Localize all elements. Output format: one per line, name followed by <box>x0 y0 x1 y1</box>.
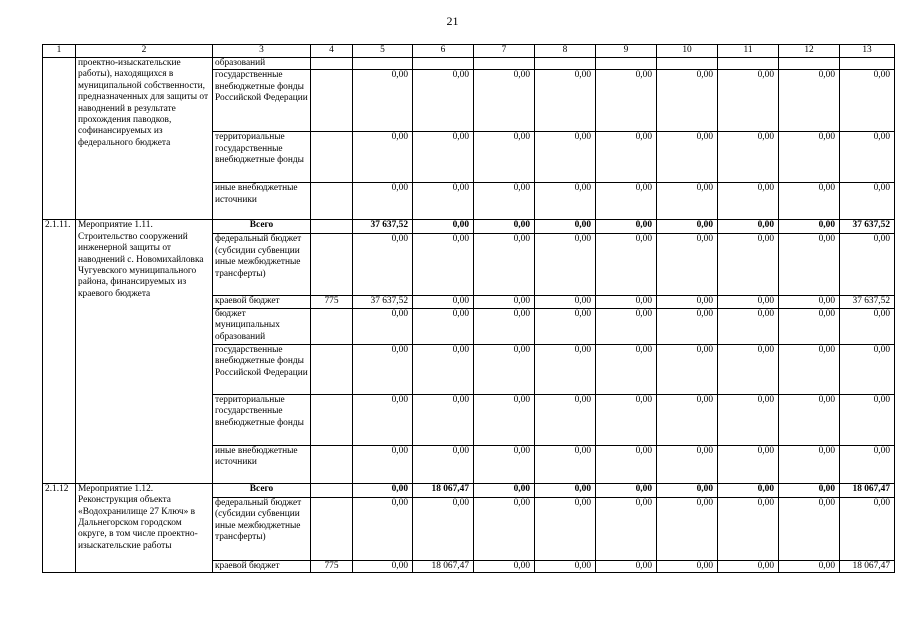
amount-cell: 37 637,52 <box>840 296 895 308</box>
amount-cell: 0,00 <box>535 497 596 560</box>
amount-cell: 0,00 <box>779 560 840 572</box>
table-row <box>43 58 895 70</box>
amount-cell: 0,00 <box>535 132 596 183</box>
amount-cell: 0,00 <box>718 220 779 234</box>
amount-cell: 0,00 <box>413 70 474 132</box>
amount-cell: 0,00 <box>535 344 596 394</box>
amount-cell: 0,00 <box>657 308 718 344</box>
amount-cell: 0,00 <box>718 497 779 560</box>
amount-cell: 0,00 <box>718 132 779 183</box>
budget-code <box>311 483 353 497</box>
amount-cell: 0,00 <box>657 220 718 234</box>
amount-cell: 0,00 <box>840 183 895 220</box>
amount-cell: 0,00 <box>657 497 718 560</box>
amount-cell: 37 637,52 <box>353 220 413 234</box>
amount-cell: 0,00 <box>840 234 895 296</box>
funding-source: краевой бюджет <box>213 560 311 572</box>
amount-cell: 0,00 <box>596 483 657 497</box>
amount-cell: 18 067,47 <box>413 560 474 572</box>
amount-cell: 0,00 <box>596 234 657 296</box>
amount-cell: 0,00 <box>840 70 895 132</box>
amount-cell: 0,00 <box>535 394 596 445</box>
amount-cell: 0,00 <box>779 296 840 308</box>
funding-source: государственные внебюджетные фонды Российской Федерации <box>213 344 311 394</box>
amount-cell: 0,00 <box>413 183 474 220</box>
budget-code: 775 <box>311 560 353 572</box>
amount-cell: 0,00 <box>657 183 718 220</box>
amount-cell: 0,00 <box>718 296 779 308</box>
column-number-7: 7 <box>474 45 535 58</box>
amount-cell: 0,00 <box>596 296 657 308</box>
amount-cell: 0,00 <box>353 560 413 572</box>
amount-cell: 0,00 <box>474 70 535 132</box>
funding-source: иные внебюджетные источники <box>213 445 311 483</box>
amount-cell: 0,00 <box>596 220 657 234</box>
amount-cell: 0,00 <box>474 483 535 497</box>
amount-cell: 0,00 <box>474 560 535 572</box>
amount-cell: 0,00 <box>657 344 718 394</box>
amount-cell: 0,00 <box>535 220 596 234</box>
header-row <box>43 45 895 58</box>
amount-cell <box>474 58 535 70</box>
column-number-4: 4 <box>311 45 353 58</box>
budget-code <box>311 394 353 445</box>
funding-source: краевой бюджет <box>213 296 311 308</box>
amount-cell: 0,00 <box>657 483 718 497</box>
amount-cell: 0,00 <box>535 70 596 132</box>
measure-name: проектно-изыскательские работы), находящихся в муниципальной собственности, предназначенных для защиты от наводнений в результате прохождения паводков, софинансируемых из федерального бюджета <box>76 58 213 220</box>
amount-cell: 0,00 <box>535 234 596 296</box>
amount-cell: 0,00 <box>535 560 596 572</box>
amount-cell: 0,00 <box>840 497 895 560</box>
amount-cell: 0,00 <box>657 394 718 445</box>
amount-cell: 0,00 <box>840 394 895 445</box>
amount-cell <box>657 58 718 70</box>
column-number-2: 2 <box>76 45 213 58</box>
amount-cell: 0,00 <box>596 344 657 394</box>
budget-code <box>311 132 353 183</box>
column-number-9: 9 <box>596 45 657 58</box>
amount-cell: 0,00 <box>413 344 474 394</box>
budget-code <box>311 183 353 220</box>
budget-code <box>311 497 353 560</box>
amount-cell: 0,00 <box>657 234 718 296</box>
column-number-10: 10 <box>657 45 718 58</box>
amount-cell: 0,00 <box>413 497 474 560</box>
amount-cell: 0,00 <box>535 308 596 344</box>
amount-cell: 0,00 <box>718 234 779 296</box>
measure-index: 2.1.11. <box>43 220 76 483</box>
amount-cell: 0,00 <box>474 497 535 560</box>
table-row <box>43 220 895 234</box>
amount-cell: 0,00 <box>474 132 535 183</box>
funding-source: Всего <box>213 220 311 234</box>
amount-cell: 0,00 <box>718 70 779 132</box>
amount-cell: 0,00 <box>596 183 657 220</box>
amount-cell <box>535 58 596 70</box>
funding-source: образований <box>213 58 311 70</box>
funding-source: бюджет муниципальных образований <box>213 308 311 344</box>
budget-code <box>311 308 353 344</box>
amount-cell: 0,00 <box>596 70 657 132</box>
amount-cell: 0,00 <box>657 445 718 483</box>
amount-cell: 0,00 <box>596 445 657 483</box>
amount-cell: 0,00 <box>353 445 413 483</box>
table-row <box>43 483 895 497</box>
amount-cell: 0,00 <box>474 220 535 234</box>
budget-code <box>311 234 353 296</box>
amount-cell: 0,00 <box>474 445 535 483</box>
amount-cell: 18 067,47 <box>840 560 895 572</box>
amount-cell: 0,00 <box>779 132 840 183</box>
amount-cell: 0,00 <box>840 132 895 183</box>
amount-cell: 0,00 <box>353 497 413 560</box>
amount-cell: 0,00 <box>474 344 535 394</box>
column-number-12: 12 <box>779 45 840 58</box>
funding-source: федеральный бюджет (субсидии субвенции иные межбюджетные трансферты) <box>213 497 311 560</box>
amount-cell: 0,00 <box>779 220 840 234</box>
measure-name: Мероприятие 1.12. Реконструкция объекта «Водохранилище 27 Ключ» в Дальнегорском городском округе, в том числе проектно-изыскательские работы <box>76 483 213 572</box>
amount-cell: 0,00 <box>353 394 413 445</box>
column-number-1: 1 <box>43 45 76 58</box>
amount-cell <box>413 58 474 70</box>
amount-cell: 0,00 <box>474 308 535 344</box>
amount-cell: 37 637,52 <box>353 296 413 308</box>
amount-cell: 0,00 <box>718 483 779 497</box>
amount-cell: 37 637,52 <box>840 220 895 234</box>
budget-code <box>311 344 353 394</box>
amount-cell: 0,00 <box>718 308 779 344</box>
amount-cell: 0,00 <box>657 296 718 308</box>
amount-cell: 0,00 <box>779 445 840 483</box>
amount-cell: 0,00 <box>596 308 657 344</box>
amount-cell: 0,00 <box>353 234 413 296</box>
amount-cell <box>779 58 840 70</box>
amount-cell: 0,00 <box>779 497 840 560</box>
amount-cell: 0,00 <box>353 483 413 497</box>
measure-name: Мероприятие 1.11. Строительство сооружений инженерной защиты от наводнений с. Новомихайловка Чугуевского муниципального района, финансируемых из краевого бюджета <box>76 220 213 483</box>
amount-cell: 0,00 <box>657 70 718 132</box>
funding-source: федеральный бюджет (субсидии субвенции иные межбюджетные трансферты) <box>213 234 311 296</box>
amount-cell: 0,00 <box>718 560 779 572</box>
amount-cell: 0,00 <box>840 344 895 394</box>
column-number-8: 8 <box>535 45 596 58</box>
measure-index: 2.1.12 <box>43 483 76 572</box>
amount-cell: 0,00 <box>840 308 895 344</box>
amount-cell: 0,00 <box>413 394 474 445</box>
column-number-6: 6 <box>413 45 474 58</box>
measure-index <box>43 58 76 220</box>
funding-source: Всего <box>213 483 311 497</box>
amount-cell: 0,00 <box>353 132 413 183</box>
amount-cell: 0,00 <box>596 497 657 560</box>
amount-cell <box>596 58 657 70</box>
amount-cell: 0,00 <box>474 394 535 445</box>
amount-cell: 0,00 <box>779 394 840 445</box>
amount-cell: 0,00 <box>779 344 840 394</box>
amount-cell: 0,00 <box>413 308 474 344</box>
amount-cell: 0,00 <box>718 344 779 394</box>
amount-cell <box>840 58 895 70</box>
amount-cell: 0,00 <box>535 445 596 483</box>
amount-cell <box>718 58 779 70</box>
amount-cell: 0,00 <box>718 183 779 220</box>
amount-cell: 0,00 <box>535 296 596 308</box>
amount-cell: 0,00 <box>840 445 895 483</box>
funding-source: территориальные государственные внебюджетные фонды <box>213 394 311 445</box>
amount-cell: 0,00 <box>474 183 535 220</box>
amount-cell: 0,00 <box>413 234 474 296</box>
amount-cell: 0,00 <box>596 560 657 572</box>
amount-cell: 0,00 <box>413 220 474 234</box>
amount-cell: 0,00 <box>779 70 840 132</box>
column-number-11: 11 <box>718 45 779 58</box>
budget-code <box>311 445 353 483</box>
column-number-5: 5 <box>353 45 413 58</box>
amount-cell: 0,00 <box>413 296 474 308</box>
budget-table <box>42 44 895 573</box>
page-number: 21 <box>446 14 459 28</box>
funding-source: иные внебюджетные источники <box>213 183 311 220</box>
amount-cell: 0,00 <box>353 344 413 394</box>
amount-cell: 0,00 <box>353 308 413 344</box>
amount-cell: 18 067,47 <box>840 483 895 497</box>
amount-cell: 0,00 <box>535 183 596 220</box>
column-number-13: 13 <box>840 45 895 58</box>
amount-cell: 0,00 <box>718 394 779 445</box>
amount-cell: 0,00 <box>535 483 596 497</box>
column-number-3: 3 <box>213 45 311 58</box>
amount-cell: 0,00 <box>474 234 535 296</box>
budget-code <box>311 70 353 132</box>
amount-cell: 0,00 <box>779 483 840 497</box>
budget-code <box>311 220 353 234</box>
amount-cell: 0,00 <box>353 183 413 220</box>
budget-code: 775 <box>311 296 353 308</box>
amount-cell: 0,00 <box>779 234 840 296</box>
amount-cell: 0,00 <box>413 445 474 483</box>
amount-cell: 0,00 <box>596 132 657 183</box>
amount-cell: 0,00 <box>353 70 413 132</box>
amount-cell: 0,00 <box>657 560 718 572</box>
amount-cell: 0,00 <box>413 132 474 183</box>
amount-cell: 0,00 <box>779 183 840 220</box>
amount-cell <box>353 58 413 70</box>
amount-cell: 0,00 <box>718 445 779 483</box>
amount-cell: 0,00 <box>596 394 657 445</box>
funding-source: государственные внебюджетные фонды Российской Федерации <box>213 70 311 132</box>
budget-code <box>311 58 353 70</box>
amount-cell: 0,00 <box>474 296 535 308</box>
amount-cell: 0,00 <box>657 132 718 183</box>
funding-source: территориальные государственные внебюджетные фонды <box>213 132 311 183</box>
amount-cell: 0,00 <box>779 308 840 344</box>
amount-cell: 18 067,47 <box>413 483 474 497</box>
